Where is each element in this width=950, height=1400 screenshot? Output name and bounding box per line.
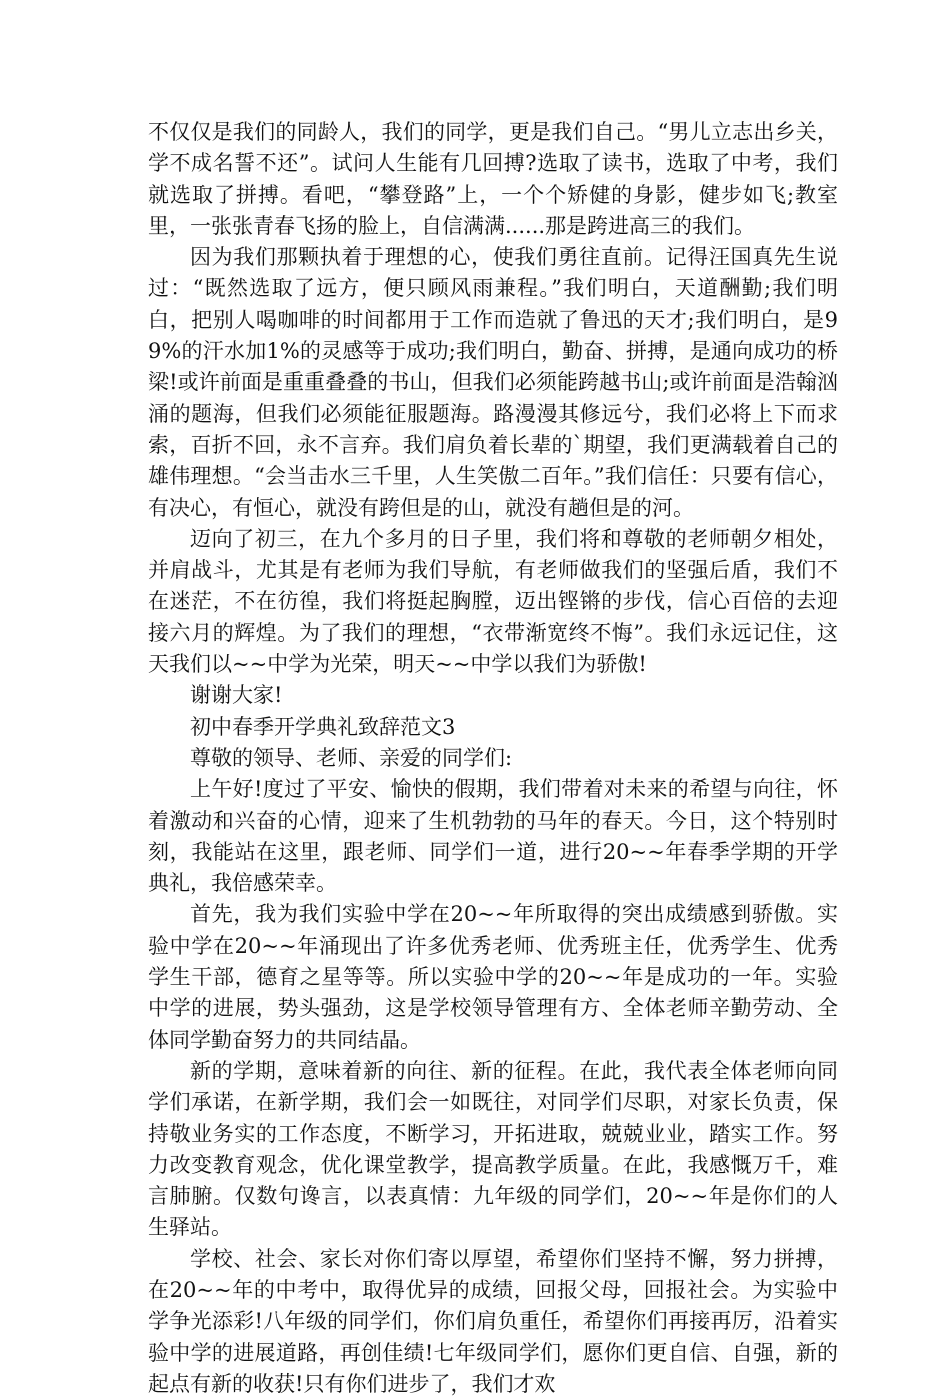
paragraph-expectations: 学校、社会、家长对你们寄以厚望，希望你们坚持不懈，努力拼搏，在20~~年的中考中，取得优异的成绩，回报父母，回报社会。为实验中学争光添彩!八年级的同学们，你们肩负重任，希望你们再接再厉，沿着实验中学的进展道路，再创佳绩!七年级同学们，愿你们更自信、自强，新的起点有新的收获!只有你们进步了，我们才欢 — [148, 1246, 838, 1396]
document-body — [148, 117, 838, 1400]
section-heading: 初中春季开学典礼致辞范文3 — [190, 714, 456, 739]
paragraph-greeting: 上午好!度过了平安、愉快的假期，我们带着对未来的希望与向往，怀着激动和兴奋的心情，迎来了生机勃勃的马年的春天。今日，这个特别时刻，我能站在这里，跟老师、同学们一道，进行20~~年春季学期的开学典礼，我倍感荣幸。 — [148, 777, 838, 896]
paragraph-new-semester: 新的学期，意味着新的向往、新的征程。在此，我代表全体老师向同学们承诺，在新学期，我们会一如既往，对同学们尽职，对家长负责，保持敬业务实的工作态度，不断学习，开拓进取，兢兢业业，踏实工作。努力改变教育观念，优化课堂教学，提高教学质量。在此，我感慨万千，难言肺腑。仅数句谗言，以表真情：九年级的同学们，20~~年是你们的人生驿站。 — [148, 1058, 838, 1240]
paragraph-grade-three: 迈向了初三，在九个多月的日子里，我们将和尊敬的老师朝夕相处，并肩战斗，尤其是有老师为我们导航，有老师做我们的坚强后盾，我们不在迷茫，不在彷徨，我们将挺起胸膛，迈出铿锵的步伐，信心百倍的去迎接六月的辉煌。为了我们的理想，“衣带渐宽终不悔”。我们永远记住，这天我们以~~中学为光荣，明天~~中学以我们为骄傲! — [148, 526, 838, 677]
paragraph-achievements: 首先，我为我们实验中学在20~~年所取得的突出成绩感到骄傲。实验中学在20~~年涌现出了许多优秀老师、优秀班主任，优秀学生、优秀学生干部，德育之星等等。所以实验中学的20~~年是成功的一年。实验中学的进展，势头强劲，这是学校领导管理有方、全体老师辛勤劳动、全体同学勤奋努力的共同结晶。 — [148, 902, 838, 1052]
paragraph-thanks: 谢谢大家! — [190, 683, 283, 708]
paragraph-perseverance: 因为我们那颗执着于理想的心，使我们勇往直前。记得汪国真先生说过：“既然选取了远方，便只顾风雨兼程。”我们明白，天道酬勤;我们明白，把别人喝咖啡的时间都用于工作而造就了鲁迅的天才;我们明白，是99%的汗水加1%的灵感等于成功;我们明白，勤奋、拼搏，是通向成功的桥梁!或许前面是重重叠叠的书山，但我们必须能跨越书山;或许前面是浩翰汹涌的题海，但我们必须能征服题海。路漫漫其修远兮，我们必将上下而求索，百折不回，永不言弃。我们肩负着长辈的`期望，我们更满载着自己的雄伟理想。“会当击水三千里，人生笑傲二百年。”我们信任：只要有信心，有决心，有恒心，就没有跨但是的山，就没有趟但是的河。 — [148, 245, 838, 520]
paragraph-continuation: 不仅仅是我们的同龄人，我们的同学，更是我们自己。“男儿立志出乡关，学不成名誓不还”。试问人生能有几回搏?选取了读书，选取了中考，我们就选取了拼搏。看吧，“攀登路”上，一个个矫健的身影，健步如飞;教室里，一张张青春飞扬的脸上，自信满满......那是跨进高三的我们。 — [148, 120, 838, 238]
salutation: 尊敬的领导、老师、亲爱的同学们: — [190, 745, 513, 770]
